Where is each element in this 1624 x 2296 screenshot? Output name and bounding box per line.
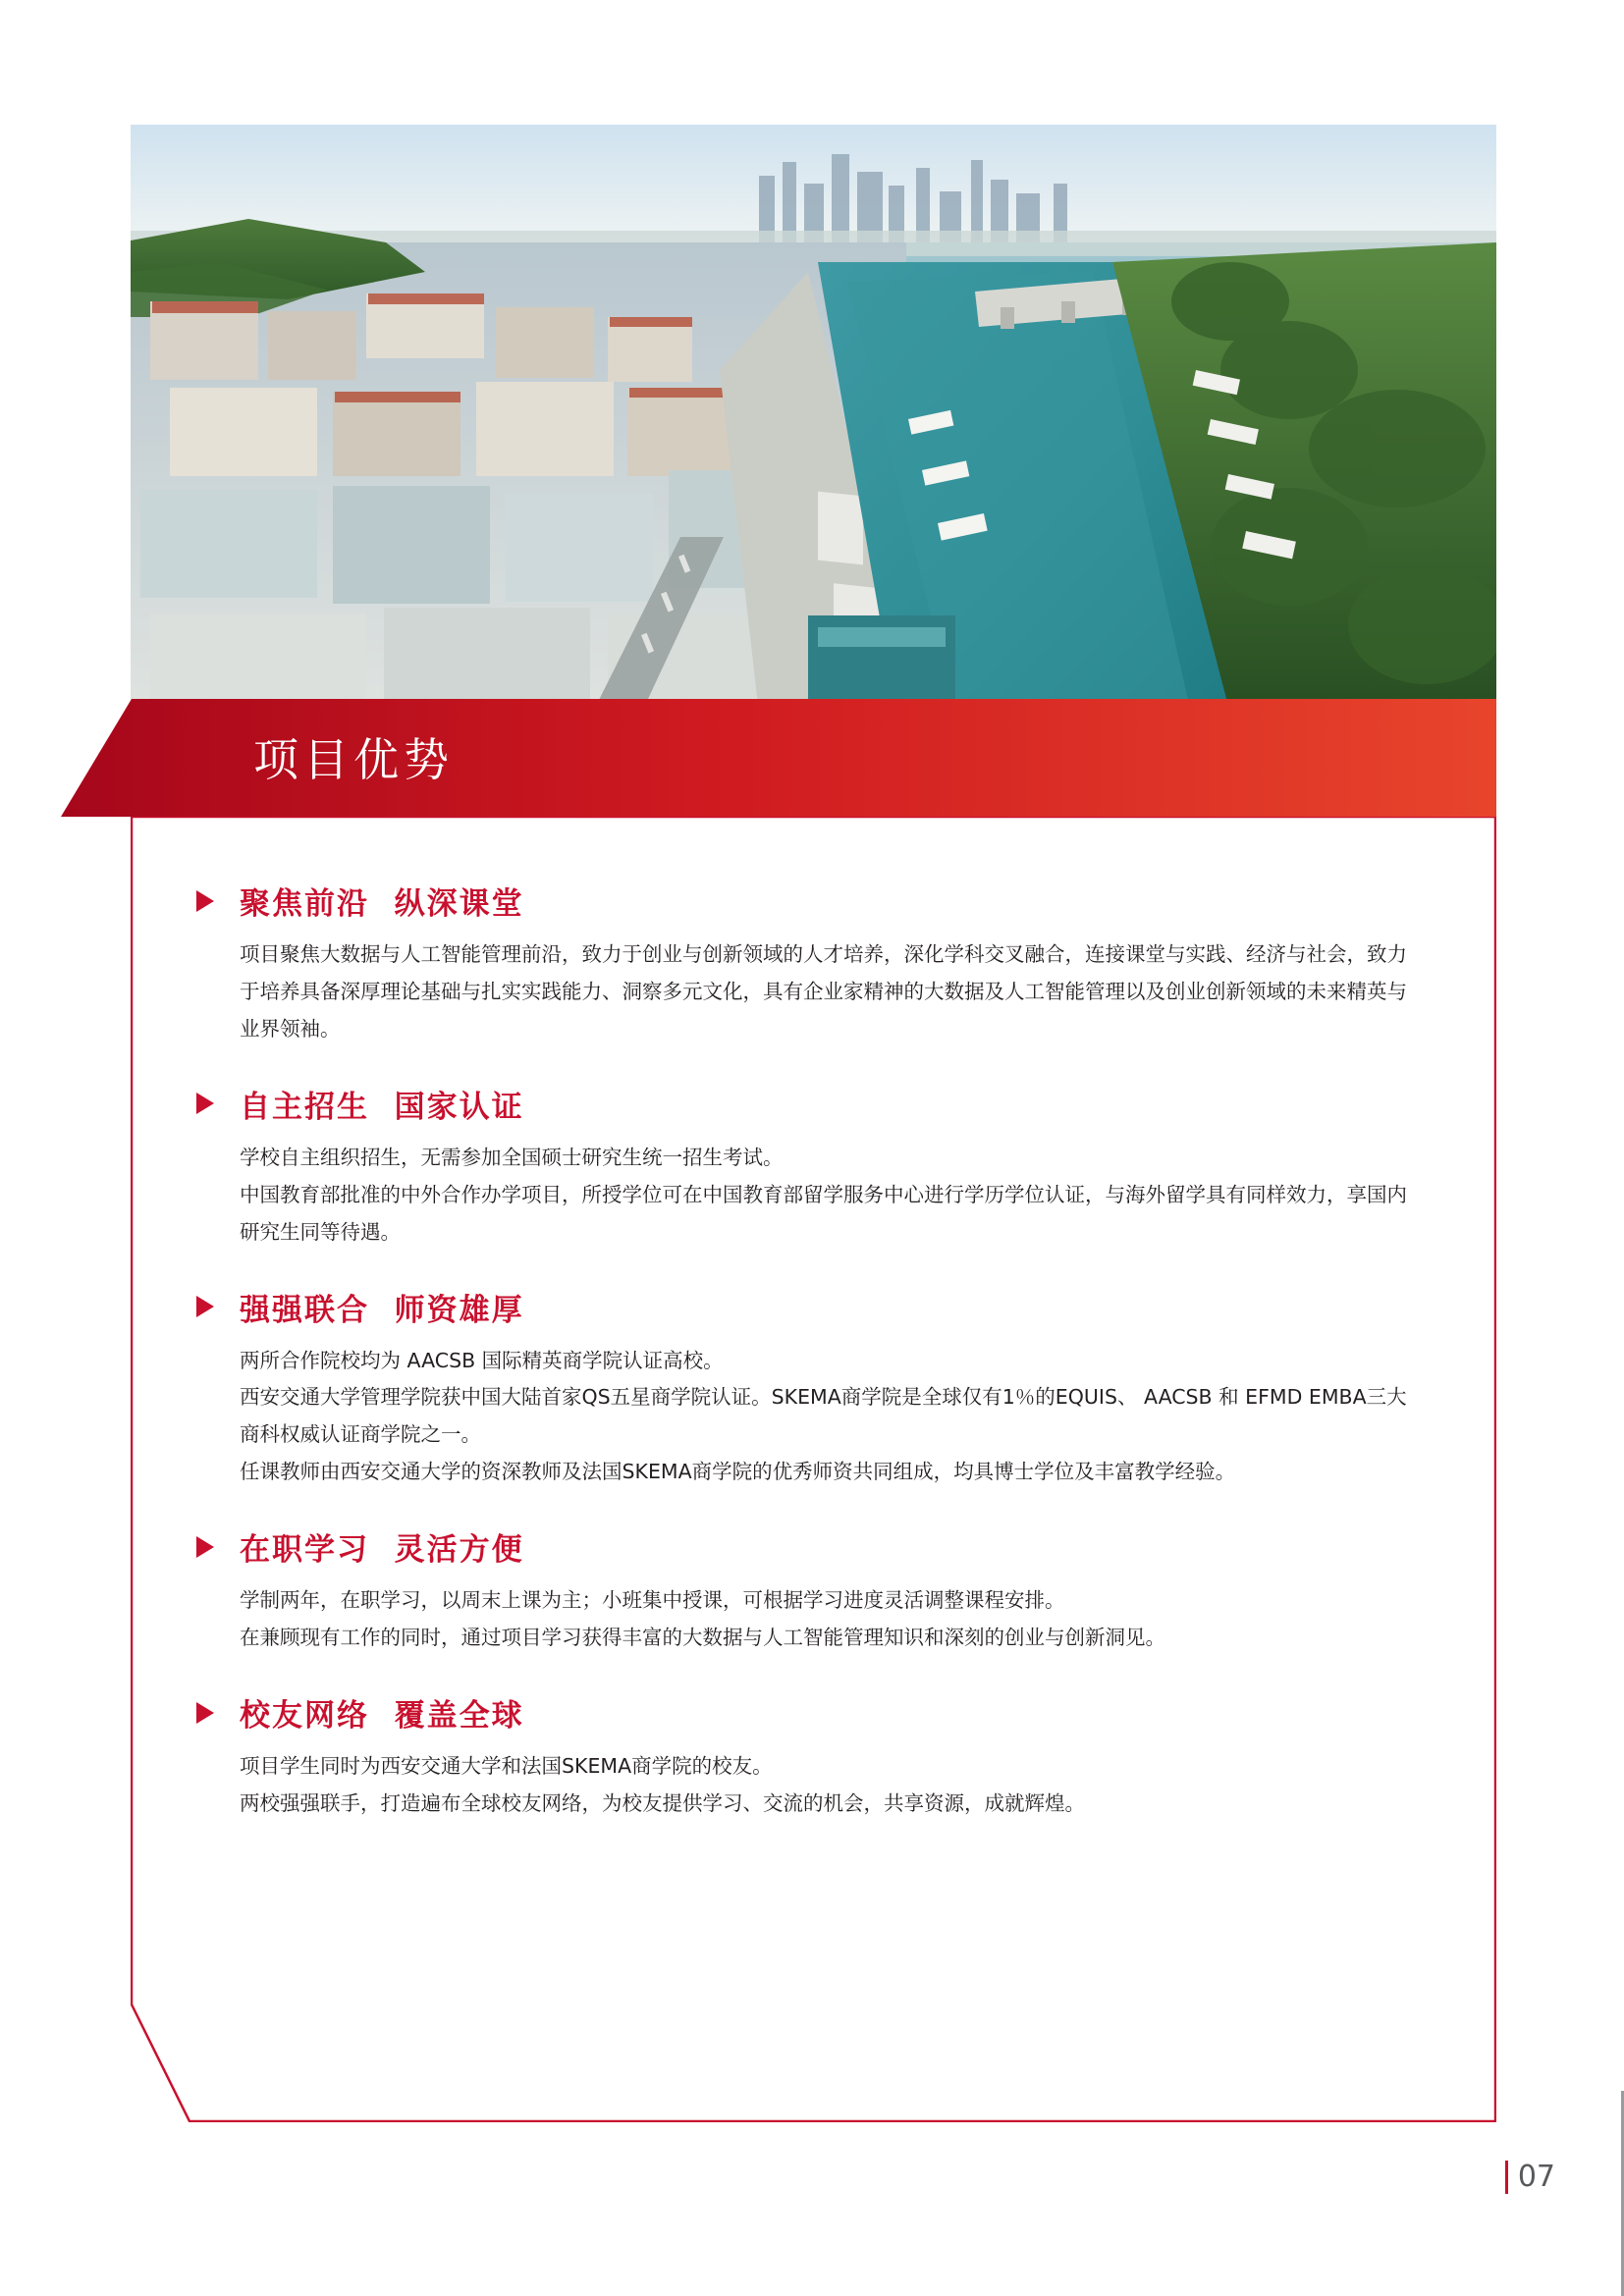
section-banner [61,699,1496,817]
advantage-paragraph: 学制两年，在职学习，以周末上课为主；小班集中授课，可根据学习进度灵活调整课程安排。 [240,1588,1065,1613]
advantage-item [196,879,1443,1048]
advantage-body [240,1582,1418,1657]
hero-illustration [131,125,1496,714]
advantage-item [196,1082,1443,1252]
triangle-bullet-icon [196,1536,214,1558]
advantage-heading [196,879,1443,923]
triangle-bullet-icon [196,1296,214,1317]
advantage-title: 强强联合 师资雄厚 [240,1292,524,1328]
advantage-paragraph: 项目聚焦大数据与人工智能管理前沿，致力于创业与创新领域的人才培养，深化学科交叉融合，连接课堂与实践、经济与社会，致力于培养具备深厚理论基础与扎实实践能力、洞察多元文化，具有企业家精神的大数据及人工智能管理以及创业创新领域的未来精英与业界领袖。 [240,942,1407,1041]
page-title: 项目优势 [253,733,454,786]
advantage-paragraph: 学校自主组织招生，无需参加全国硕士研究生统一招生考试。 [240,1145,784,1169]
page-number-bar-icon [1505,2161,1508,2194]
advantages-list [196,879,1443,1856]
advantage-paragraph: 在兼顾现有工作的同时，通过项目学习获得丰富的大数据与人工智能管理知识和深刻的创业与创新洞见。 [240,1626,1165,1650]
advantage-title: 自主招生 国家认证 [240,1089,524,1125]
advantage-item [196,1285,1443,1492]
advantage-paragraph: 两校强强联手，打造遍布全球校友网络，为校友提供学习、交流的机会，共享资源，成就辉煌。 [240,1790,1085,1815]
advantage-paragraph: 任课教师由西安交通大学的资深教师及法国SKEMA商学院的优秀师资共同组成，均具博士学位及丰富教学经验。 [240,1460,1236,1484]
advantage-paragraph: 中国教育部批准的中外合作办学项目，所授学位可在中国教育部留学服务中心进行学历学位认证，与海外留学具有同样效力，享国内研究生同等待遇。 [240,1182,1407,1244]
advantage-body [240,1140,1418,1252]
advantage-title: 聚焦前沿 纵深课堂 [240,886,524,922]
advantage-body [240,936,1418,1048]
triangle-bullet-icon [196,1702,214,1724]
advantage-body [240,1748,1418,1823]
triangle-bullet-icon [196,1093,214,1114]
hero-image [131,125,1496,714]
advantage-title: 在职学习 灵活方便 [240,1532,524,1569]
advantage-paragraph: 西安交通大学管理学院获中国大陆首家QS五星商学院认证。SKEMA商学院是全球仅有1％的EQUIS、 AACSB 和 EFMD EMBA三大商科权威认证商学院之一。 [240,1385,1407,1447]
advantage-item [196,1690,1443,1823]
advantage-paragraph: 项目学生同时为西安交通大学和法国SKEMA商学院的校友。 [240,1754,773,1779]
page-number-text: 07 [1517,2160,1555,2194]
advantage-heading [196,1082,1443,1126]
advantage-paragraph: 两所合作院校均为 AACSB 国际精英商学院认证高校。 [240,1348,724,1372]
advantage-body [240,1343,1418,1492]
page-number [1505,2160,1555,2194]
advantage-heading [196,1690,1443,1735]
advantage-heading [196,1285,1443,1329]
triangle-bullet-icon [196,890,214,912]
advantage-heading [196,1524,1443,1569]
advantage-item [196,1524,1443,1657]
advantage-title: 校友网络 覆盖全球 [240,1698,524,1735]
